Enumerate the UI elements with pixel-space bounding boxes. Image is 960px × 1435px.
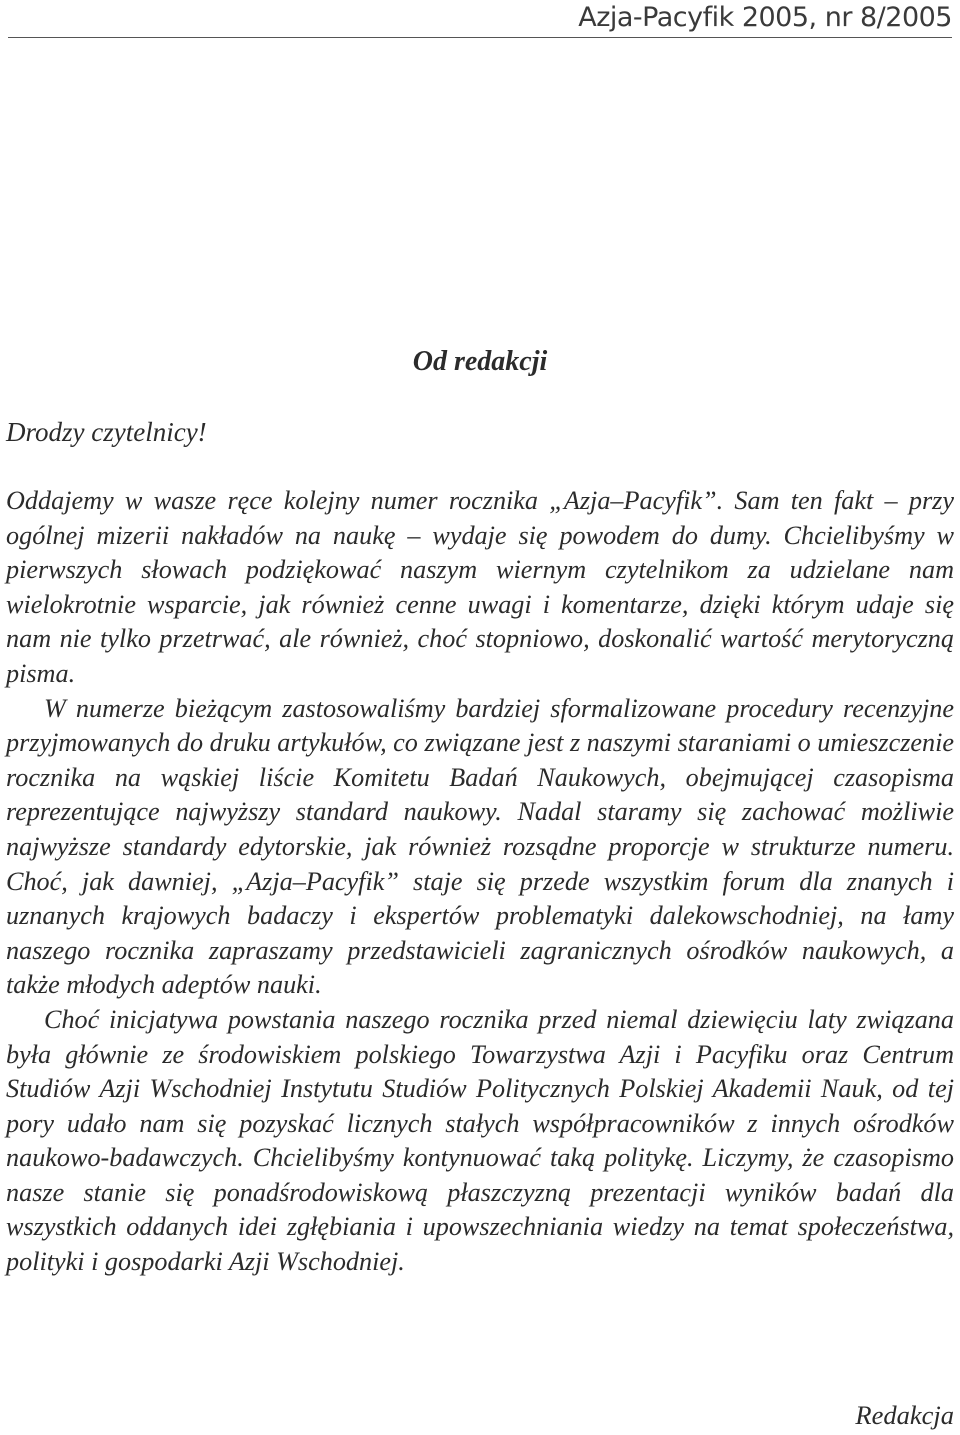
paragraph-3: Choć inicjatywa powstania naszego rocznika przed niemal dziewięciu laty związana była głównie ze środowiskiem polskiego Towarzystwa Azji i Pacyfiku oraz Centrum Studiów Azji Wschodniej Instytutu Studiów Politycznych Polskiej Akademii Nauk, od tej pory udało nam się pozyskać licznych stałych współpracowników z innych ośrodków naukowo-badawczych. Chcielibyśmy kontynuować taką politykę. Liczymy, że czasopismo nasze stanie się ponadśrodowiskową płaszczyzną prezentacji wyników badań dla wszystkich oddanych idei zgłębiania i upowszechniania wiedzy na temat społeczeństwa, polityki i gospodarki Azji Wschodniej. [6,1004,954,1277]
section-title [0,342,960,382]
paragraph-2: W numerze bieżącym zastosowaliśmy bardziej sformalizowane procedury recenzyjne przyjmowanych do druku artykułów, co związane jest z naszymi staraniami o umieszczenie rocznika na wąskiej liście Komitetu Badań Naukowych, obejmującej czasopisma reprezentujące najwyższy standard naukowy. Nadal staramy się zachować możliwie najwyższe standardy edytorskie, jak również rozsądne proporcje w strukturze numeru. Choć, jak dawniej, „Azja–Pacyfik” staje się przede wszystkim forum dla znanych i uznanych krajowych badaczy i ekspertów problematyki dalekowschodniej, na łamy naszego rocznika zapraszamy przedstawicieli zagranicznych ośrodków naukowych, a także młodych adeptów nauki. [6,693,955,1000]
section-title-text: Od redakcji [412,346,548,377]
editorial-body [6,484,954,1280]
running-header: Azja-Pacyfik 2005, nr 8/2005 [578,2,952,33]
header-rule [8,37,952,38]
salutation: Drodzy czytelnicy! [6,417,207,447]
signature: Redakcja [855,1400,954,1430]
paragraph-1: Oddajemy w wasze ręce kolejny numer rocznika „Azja–Pacyfik”. Sam ten fakt – przy ogólnej mizerii nakładów na naukę – wydaje się powodem do dumy. Chcielibyśmy w pierwszych słowach podziękować naszym wiernym czytelnikom za udzielane nam wielokrotnie wsparcie, jak również cenne uwagi i komentarze, dzięki którym udaje się nam nie tylko przetrwać, ale również, choć stopniowo, doskonalić wartość merytoryczną pisma. [6,486,954,688]
